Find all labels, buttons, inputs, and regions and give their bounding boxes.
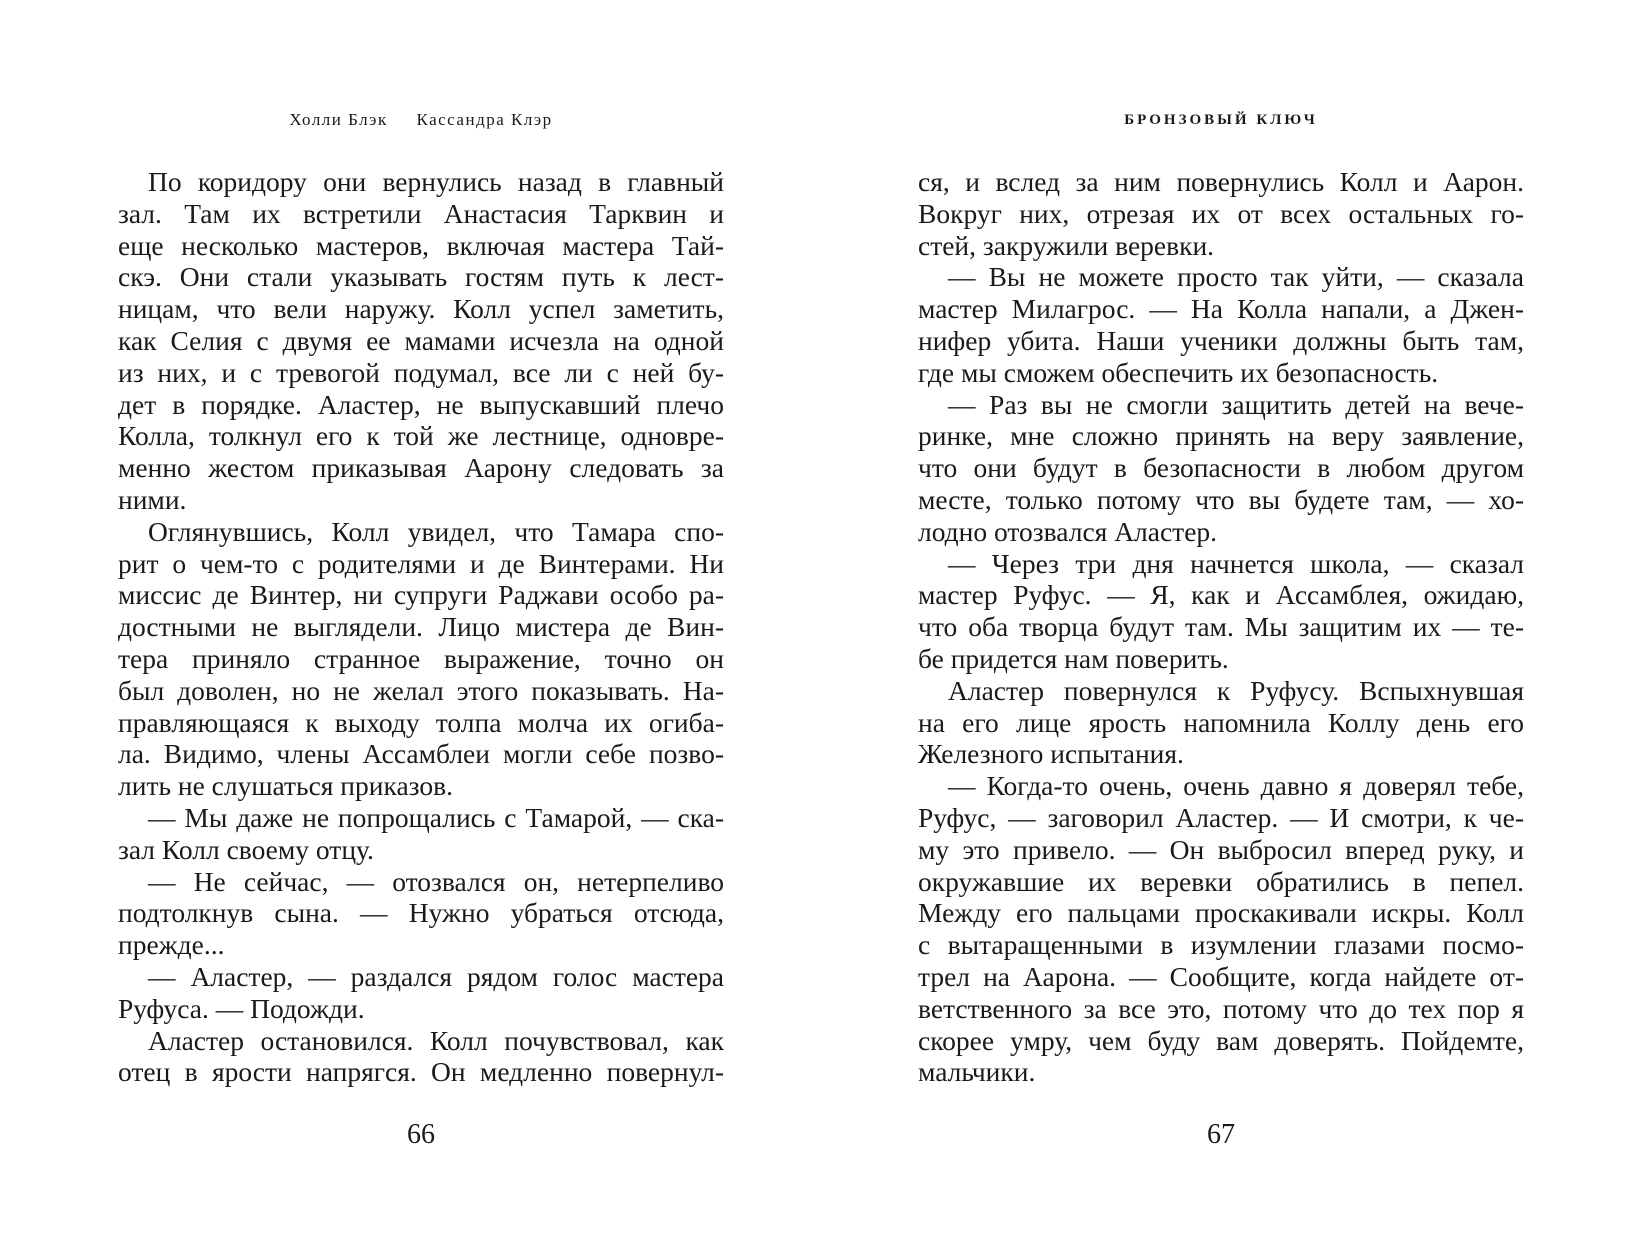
text-line: дет в порядке. Аластер, не выпускавший плечо [118, 388, 724, 420]
text-line: месте, только потому что вы будете там, — хо- [918, 483, 1524, 515]
text-line: трел на Аарона. — Сообщите, когда найдете от- [918, 960, 1524, 992]
text-line: — Мы даже не попрощались с Тамарой, — ска- [148, 801, 724, 833]
text-line: зал. Там их встретили Анастасия Тарквин и [118, 197, 724, 229]
text-line: лить не слушаться приказов. [118, 770, 453, 802]
text-line: Оглянувшись, Колл увидел, что Тамара спо- [148, 515, 724, 547]
running-head-authors: Холли Блэк Кассандра Клэр [289, 110, 553, 129]
text-line: скорее умру, чем буду вам доверять. Пойдемте, [918, 1024, 1524, 1056]
text-line: — Вы не можете просто так уйти, — сказала [948, 261, 1524, 293]
text-line: ринке, мне сложно принять на веру заявление, [918, 420, 1524, 452]
text-line: еще несколько мастеров, включая мастера Тай- [118, 229, 724, 261]
text-line: Руфуса. — Подожди. [118, 992, 365, 1024]
text-line: окружавшие их веревки обратились в пепел. [918, 865, 1524, 897]
text-line: мальчики. [918, 1056, 1036, 1088]
text-line: Аластер повернулся к Руфусу. Вспыхнувшая [948, 674, 1524, 706]
page-number-right: 67 [1207, 1119, 1235, 1150]
text-line: ла. Видимо, члены Ассамблеи могли себе позво- [118, 738, 724, 770]
text-line: Колла, толкнул его к той же лестнице, одновре- [118, 420, 724, 452]
text-line: где мы сможем обеспечить их безопасность. [918, 356, 1439, 388]
text-line: прежде... [118, 929, 225, 961]
running-head-book-title: БРОНЗОВЫЙ КЛЮЧ [1124, 112, 1318, 128]
text-line: с вытаращенными в изумлении глазами посмо- [918, 929, 1524, 961]
text-line: был доволен, но не желал этого показывать. На- [118, 674, 724, 706]
text-line: отец в ярости напрягся. Он медленно повернул- [118, 1056, 724, 1088]
text-line: — Когда-то очень, очень давно я доверял тебе, [948, 770, 1524, 802]
text-line: лодно отозвался Аластер. [918, 515, 1218, 547]
text-line: — Не сейчас, — отозвался он, нетерпеливо [148, 865, 724, 897]
text-line: зал Колл своему отцу. [118, 833, 374, 865]
text-line: Руфус, — заговорил Аластер. — И смотри, к че- [918, 801, 1524, 833]
text-line: бе придется нам поверить. [918, 642, 1229, 674]
text-line: Железного испытания. [918, 738, 1184, 770]
text-line: что оба творца будут там. Мы защитим их — те- [918, 611, 1524, 643]
text-line: нифер убита. Наши ученики должны быть там, [918, 324, 1524, 356]
text-line: — Аластер, — раздался рядом голос мастера [148, 960, 724, 992]
text-line: стей, закружили веревки. [918, 229, 1215, 261]
right-page [918, 0, 1524, 1252]
text-line: Между его пальцами проскакивали искры. Колл [918, 897, 1524, 929]
text-line: мастер Руфус. — Я, как и Ассамблея, ожидаю, [918, 579, 1524, 611]
text-line: ними. [118, 483, 187, 515]
page-number-left: 66 [407, 1119, 435, 1150]
text-line: рит о чем-то с родителями и де Винтерами. Ни [118, 547, 724, 579]
text-line: на его лице ярость напомнила Коллу день его [918, 706, 1524, 738]
text-line: подтолкнув сына. — Нужно убраться отсюда, [118, 897, 724, 929]
text-line: менно жестом приказывая Аарону следовать за [118, 452, 724, 484]
right-page-body-text [918, 166, 1524, 1088]
text-line: По коридору они вернулись назад в главный [148, 166, 724, 197]
text-line: мастер Милагрос. — На Колла напали, а Джен- [918, 293, 1524, 325]
text-line: миссис де Винтер, ни супруги Раджави особо ра- [118, 579, 724, 611]
text-line: достными не выглядели. Лицо мистера де Вин- [118, 611, 724, 643]
text-line: Вокруг них, отрезая их от всех остальных го- [918, 197, 1524, 229]
text-line: из них, и с тревогой подумал, все ли с ней бу- [118, 356, 724, 388]
left-page-body-text [118, 166, 724, 1088]
text-line: что они будут в безопасности в любом другом [918, 452, 1524, 484]
text-line: ся, и вслед за ним повернулись Колл и Аарон. [918, 166, 1524, 197]
text-line: ветственного за все это, потому что до тех пор я [918, 992, 1524, 1024]
text-line: ницам, что вели наружу. Колл успел заметить, [118, 293, 724, 325]
text-line: правляющаяся к выходу толпа молча их огиба- [118, 706, 724, 738]
text-line: Аластер остановился. Колл почувствовал, как [148, 1024, 724, 1056]
text-line: тера приняло странное выражение, точно он [118, 642, 724, 674]
text-line: как Селия с двумя ее мамами исчезла на одной [118, 324, 724, 356]
text-line: му это привело. — Он выбросил вперед руку, и [918, 833, 1524, 865]
text-line: — Раз вы не смогли защитить детей на вече- [948, 388, 1524, 420]
text-line: скэ. Они стали указывать гостям путь к лест- [118, 261, 724, 293]
text-line: — Через три дня начнется школа, — сказал [948, 547, 1524, 579]
left-page [118, 0, 724, 1252]
